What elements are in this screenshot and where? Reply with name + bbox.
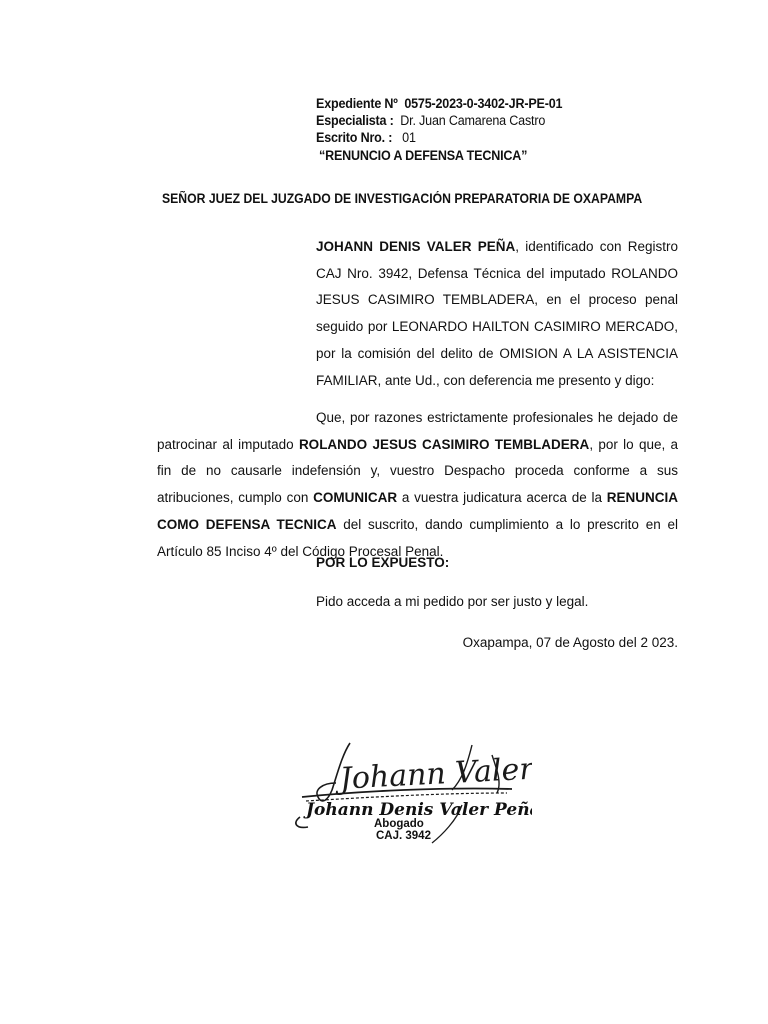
intro-text: , identificado con Registro CAJ Nro. 3942, Defensa Técnica del imputado ROLANDO JESUS CASIMIRO TEMBLADERA, en el proceso penal seguido por LEONARDO HAILTON CASIMIRO MERCADO, por la comisión del delito de OMISION A LA ASISTENCIA FAMILIAR, ante Ud., con deferencia me presento y digo: bbox=[316, 239, 678, 388]
body-bold-2: COMUNICAR bbox=[313, 490, 398, 506]
addressee-heading: SEÑOR JUEZ DEL JUZGADO DE INVESTIGACIÓN PREPARATORIA DE OXAPAMPA bbox=[162, 191, 643, 206]
especialista-line bbox=[316, 112, 545, 129]
expediente-value: 0575-2023-0-3402-JR-PE-01 bbox=[404, 96, 563, 111]
body-text-2: , por lo que, a fin de no causarle indefensión y, vuestro Despacho proceda conforme a sus atribuciones, cumplo con bbox=[157, 436, 679, 506]
closing-heading: POR LO EXPUESTO: bbox=[316, 555, 450, 570]
body-paragraph bbox=[157, 405, 678, 565]
expediente-label: Expediente Nº bbox=[316, 96, 398, 111]
signature-title: Abogado bbox=[374, 818, 424, 830]
escrito-line bbox=[316, 129, 416, 146]
escrito-label: Escrito Nro. : bbox=[316, 130, 393, 145]
subject-line bbox=[319, 147, 527, 164]
body-bold-3: RENUNCIA COMO DEFENSA TECNICA bbox=[157, 490, 678, 532]
signature-block bbox=[292, 735, 532, 855]
expediente-line bbox=[316, 95, 562, 112]
signature-image bbox=[292, 735, 532, 850]
body-text-3: a vuestra judicatura acerca de la bbox=[397, 490, 607, 506]
lawyer-name: JOHANN DENIS VALER PEÑA bbox=[316, 239, 516, 254]
body-text-1: Que, por razones estrictamente profesionales he dejado de patrocinar al imputado bbox=[157, 410, 678, 452]
escrito-value: 01 bbox=[402, 130, 416, 145]
closing-request: Pido acceda a mi pedido por ser justo y legal. bbox=[316, 594, 589, 609]
document-subject: “RENUNCIO A DEFENSA TECNICA” bbox=[319, 148, 528, 163]
signature-registry: CAJ. 3942 bbox=[376, 830, 431, 842]
body-bold-1: ROLANDO JESUS CASIMIRO TEMBLADERA bbox=[298, 436, 590, 452]
intro-paragraph bbox=[316, 234, 678, 394]
especialista-label: Especialista : bbox=[316, 113, 394, 128]
document-date: Oxapampa, 07 de Agosto del 2 023. bbox=[462, 635, 678, 650]
signature-name: Johann Denis Valer Peña bbox=[306, 800, 532, 820]
signature-script: Johann Valer bbox=[338, 751, 532, 797]
especialista-value: Dr. Juan Camarena Castro bbox=[400, 113, 546, 128]
body-text-4: del suscrito, dando cumplimiento a lo prescrito en el Artículo 85 Inciso 4º del Código Procesal Penal. bbox=[157, 516, 678, 559]
